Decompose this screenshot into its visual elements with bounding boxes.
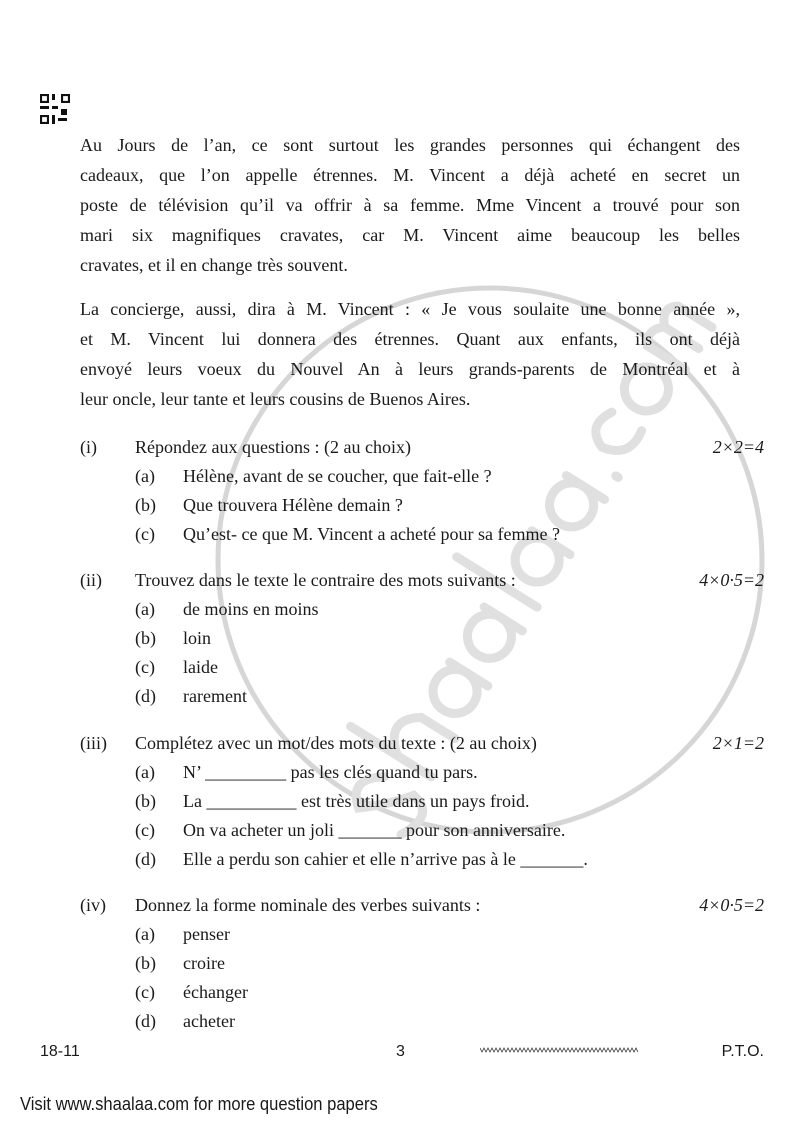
passage-line: cadeaux, que l’on appelle étrennes. M. Vincent a déjà acheté en secret un xyxy=(80,165,740,185)
sub-question-text: loin xyxy=(183,628,212,648)
sub-question-text: acheter xyxy=(183,1011,235,1031)
passage-line: leur oncle, leur tante et leurs cousins de Buenos Aires. xyxy=(80,389,471,409)
question-number: (iv) xyxy=(80,895,106,915)
sub-question-label: (a) xyxy=(135,762,155,782)
sub-question-label: (b) xyxy=(135,495,156,515)
sub-question-label: (c) xyxy=(135,524,155,544)
sub-question-text: Hélène, avant de se coucher, que fait-elle ? xyxy=(183,466,492,486)
passage-line: envoyé leurs voeux du Nouvel An à leurs grands-parents de Montréal et à xyxy=(80,359,740,379)
question-marks: 2×1=2 xyxy=(712,733,764,753)
sub-question-text: croire xyxy=(183,953,225,973)
visit-link[interactable]: Visit www.shaalaa.com for more question papers xyxy=(20,1094,378,1114)
sub-question-text: rarement xyxy=(183,686,247,706)
passage-line: cravates, et il en change très souvent. xyxy=(80,255,348,275)
question-text: Donnez la forme nominale des verbes suivants : xyxy=(135,895,481,915)
sub-question-label: (b) xyxy=(135,628,156,648)
sub-question-text: N’ _________ pas les clés quand tu pars. xyxy=(183,762,478,782)
question-number: (ii) xyxy=(80,570,102,590)
sub-question-label: (a) xyxy=(135,466,155,486)
sub-question-label: (d) xyxy=(135,849,156,869)
question-marks: 2×2=4 xyxy=(712,437,764,457)
sub-question-text: penser xyxy=(183,924,230,944)
sub-question-label: (b) xyxy=(135,953,156,973)
passage-line: poste de télévision qu’il va offrir à sa femme. Mme Vincent a trouvé pour son xyxy=(80,195,740,215)
paper-code: 18-11 xyxy=(40,1043,80,1060)
sub-question-label: (b) xyxy=(135,791,156,811)
sub-question-text: laide xyxy=(183,657,218,677)
sub-question-label: (d) xyxy=(135,1011,156,1031)
sub-question-label: (c) xyxy=(135,982,155,1002)
question-number: (iii) xyxy=(80,733,107,753)
sub-question-label: (d) xyxy=(135,686,156,706)
sub-question-text: Qu’est- ce que M. Vincent a acheté pour sa femme ? xyxy=(183,524,560,544)
sub-question-label: (a) xyxy=(135,599,155,619)
sub-question-text: On va acheter un joli _______ pour son anniversaire. xyxy=(183,820,566,840)
sub-question-text: Que trouvera Hélène demain ? xyxy=(183,495,403,515)
page-number: 3 xyxy=(396,1043,405,1060)
sub-question-text: échanger xyxy=(183,982,248,1002)
question-marks: 4×0·5=2 xyxy=(699,895,764,915)
question-number: (i) xyxy=(80,437,97,457)
sub-question-text: La __________ est très utile dans un pays froid. xyxy=(183,791,530,811)
question-marks: 4×0·5=2 xyxy=(699,570,764,590)
question-text: Trouvez dans le texte le contraire des mots suivants : xyxy=(135,570,516,590)
pto-label: P.T.O. xyxy=(721,1043,764,1060)
passage-line: mari six magnifiques cravates, car M. Vincent aime beaucoup les belles xyxy=(80,225,740,245)
sub-question-label: (c) xyxy=(135,820,155,840)
sub-question-text: de moins en moins xyxy=(183,599,319,619)
passage-line: et M. Vincent lui donnera des étrennes. Quant aux enfants, ils ont déjà xyxy=(80,329,740,349)
qr-code-icon xyxy=(40,94,70,124)
sub-question-label: (a) xyxy=(135,924,155,944)
sub-question-label: (c) xyxy=(135,657,155,677)
sub-question-text: Elle a perdu son cahier et elle n’arrive pas à le _______. xyxy=(183,849,588,869)
question-text: Répondez aux questions : (2 au choix) xyxy=(135,437,411,457)
question-text: Complétez avec un mot/des mots du texte : (2 au choix) xyxy=(135,733,537,753)
passage-line: Au Jours de l’an, ce sont surtout les grandes personnes qui échangent des xyxy=(80,135,740,155)
passage-line: La concierge, aussi, dira à M. Vincent : « Je vous soulaite une bonne année », xyxy=(80,299,740,319)
wavy-line-divider xyxy=(480,1046,640,1054)
